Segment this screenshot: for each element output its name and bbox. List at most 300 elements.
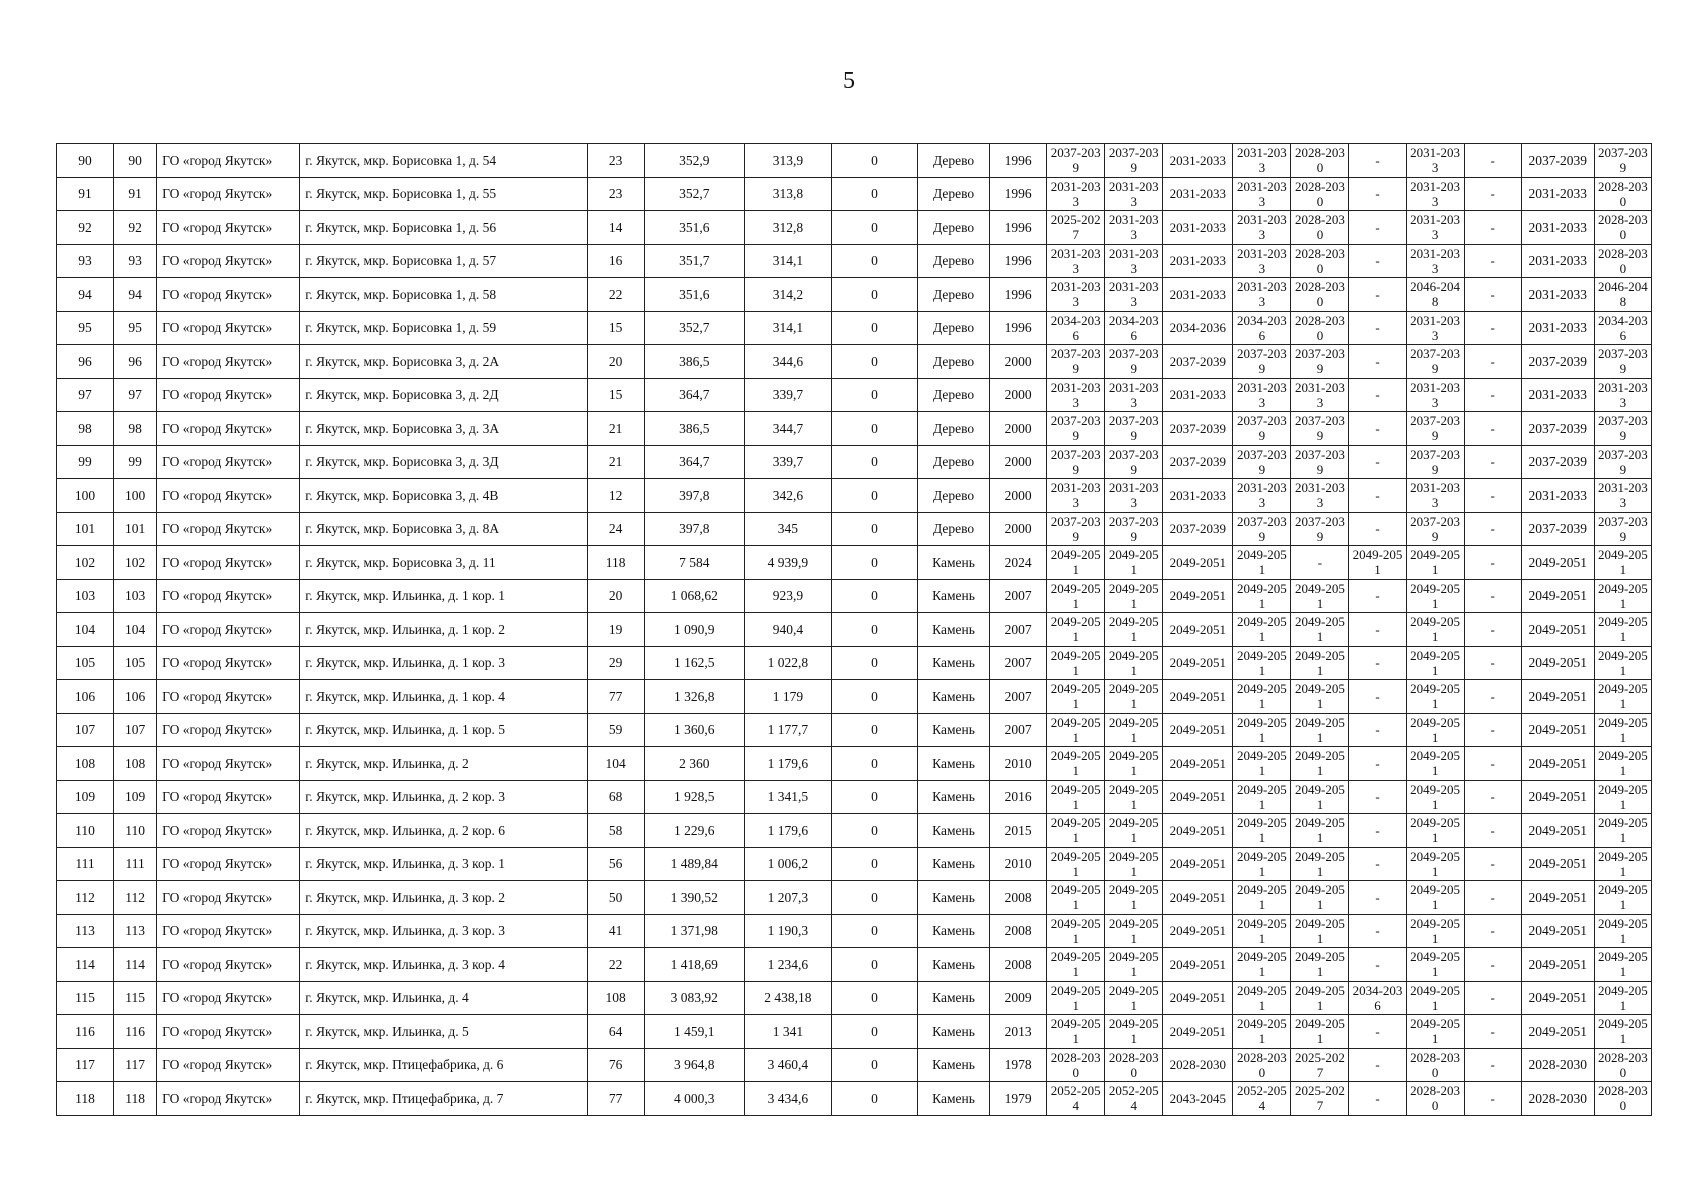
cell-period-8: - bbox=[1464, 211, 1521, 245]
cell-period-6: - bbox=[1349, 412, 1406, 446]
cell-apartments-count: 20 bbox=[587, 345, 644, 379]
cell-build-year: 2008 bbox=[990, 881, 1047, 915]
cell-period-4: 2037-2039 bbox=[1233, 345, 1291, 379]
cell-total-area: 1 229,6 bbox=[644, 814, 744, 848]
cell-period-10: 2049-2051 bbox=[1594, 847, 1651, 881]
cell-col-8: 0 bbox=[831, 546, 917, 580]
cell-col-8: 0 bbox=[831, 713, 917, 747]
cell-col-8: 0 bbox=[831, 646, 917, 680]
cell-period-8: - bbox=[1464, 847, 1521, 881]
cell-period-4: 2049-2051 bbox=[1233, 680, 1291, 714]
cell-period-6: - bbox=[1349, 1015, 1406, 1049]
cell-address: г. Якутск, мкр. Борисовка 3, д. 8А bbox=[300, 512, 587, 546]
cell-apartments-count: 16 bbox=[587, 244, 644, 278]
cell-total-area: 1 326,8 bbox=[644, 680, 744, 714]
cell-build-year: 2007 bbox=[990, 646, 1047, 680]
table-row bbox=[57, 546, 1652, 580]
cell-municipality: ГО «город Якутск» bbox=[157, 814, 300, 848]
cell-total-area: 352,9 bbox=[644, 144, 744, 178]
cell-period-9: 2028-2030 bbox=[1521, 1048, 1594, 1082]
cell-apartments-count: 21 bbox=[587, 445, 644, 479]
cell-build-year: 1996 bbox=[990, 311, 1047, 345]
cell-period-1: 2037-2039 bbox=[1047, 445, 1105, 479]
cell-period-7: 2049-2051 bbox=[1406, 948, 1464, 982]
cell-row-number: 106 bbox=[57, 680, 114, 714]
cell-municipality: ГО «город Якутск» bbox=[157, 412, 300, 446]
cell-period-10: 2028-2030 bbox=[1594, 1048, 1651, 1082]
cell-period-6: - bbox=[1349, 345, 1406, 379]
cell-municipality: ГО «город Якутск» bbox=[157, 1048, 300, 1082]
cell-period-10: 2031-2033 bbox=[1594, 479, 1651, 513]
cell-period-2: 2037-2039 bbox=[1105, 144, 1163, 178]
cell-period-6: - bbox=[1349, 914, 1406, 948]
cell-period-2: 2031-2033 bbox=[1105, 378, 1163, 412]
cell-period-1: 2031-2033 bbox=[1047, 378, 1105, 412]
cell-period-1: 2049-2051 bbox=[1047, 780, 1105, 814]
cell-period-7: 2049-2051 bbox=[1406, 579, 1464, 613]
cell-period-3: 2031-2033 bbox=[1163, 479, 1233, 513]
cell-period-1: 2031-2033 bbox=[1047, 244, 1105, 278]
cell-row-number: 108 bbox=[57, 747, 114, 781]
table-row bbox=[57, 1015, 1652, 1049]
cell-period-3: 2037-2039 bbox=[1163, 445, 1233, 479]
cell-living-area: 1 207,3 bbox=[744, 881, 831, 915]
cell-period-10: 2049-2051 bbox=[1594, 814, 1651, 848]
cell-period-1: 2049-2051 bbox=[1047, 881, 1105, 915]
cell-period-6: 2034-2036 bbox=[1349, 981, 1406, 1015]
cell-period-10: 2049-2051 bbox=[1594, 747, 1651, 781]
cell-period-5: 2037-2039 bbox=[1291, 445, 1349, 479]
cell-row-number: 107 bbox=[57, 713, 114, 747]
table-row bbox=[57, 713, 1652, 747]
cell-period-1: 2049-2051 bbox=[1047, 713, 1105, 747]
cell-municipality: ГО «город Якутск» bbox=[157, 211, 300, 245]
cell-period-4: 2031-2033 bbox=[1233, 211, 1291, 245]
cell-col-8: 0 bbox=[831, 847, 917, 881]
cell-period-2: 2049-2051 bbox=[1105, 847, 1163, 881]
cell-register-number: 95 bbox=[114, 311, 157, 345]
cell-address: г. Якутск, мкр. Борисовка 3, д. 3Д bbox=[300, 445, 587, 479]
table-row bbox=[57, 412, 1652, 446]
cell-row-number: 112 bbox=[57, 881, 114, 915]
cell-period-5: 2049-2051 bbox=[1291, 780, 1349, 814]
cell-wall-material: Дерево bbox=[918, 512, 990, 546]
cell-total-area: 1 090,9 bbox=[644, 613, 744, 647]
cell-apartments-count: 41 bbox=[587, 914, 644, 948]
cell-living-area: 1 006,2 bbox=[744, 847, 831, 881]
cell-period-5: 2049-2051 bbox=[1291, 613, 1349, 647]
cell-period-2: 2049-2051 bbox=[1105, 646, 1163, 680]
table-row bbox=[57, 981, 1652, 1015]
cell-period-5: 2049-2051 bbox=[1291, 981, 1349, 1015]
cell-living-area: 312,8 bbox=[744, 211, 831, 245]
cell-period-7: 2049-2051 bbox=[1406, 847, 1464, 881]
cell-living-area: 339,7 bbox=[744, 378, 831, 412]
cell-col-8: 0 bbox=[831, 378, 917, 412]
cell-apartments-count: 118 bbox=[587, 546, 644, 580]
cell-wall-material: Камень bbox=[918, 814, 990, 848]
cell-period-8: - bbox=[1464, 780, 1521, 814]
cell-period-10: 2046-2048 bbox=[1594, 278, 1651, 312]
cell-living-area: 923,9 bbox=[744, 579, 831, 613]
cell-period-5: 2049-2051 bbox=[1291, 847, 1349, 881]
cell-period-5: 2028-2030 bbox=[1291, 311, 1349, 345]
cell-municipality: ГО «город Якутск» bbox=[157, 512, 300, 546]
cell-wall-material: Камень bbox=[918, 1048, 990, 1082]
cell-build-year: 2010 bbox=[990, 747, 1047, 781]
cell-living-area: 4 939,9 bbox=[744, 546, 831, 580]
cell-period-7: 2031-2033 bbox=[1406, 144, 1464, 178]
cell-address: г. Якутск, мкр. Борисовка 3, д. 11 bbox=[300, 546, 587, 580]
cell-apartments-count: 77 bbox=[587, 680, 644, 714]
cell-period-4: 2031-2033 bbox=[1233, 378, 1291, 412]
cell-period-1: 2049-2051 bbox=[1047, 579, 1105, 613]
cell-municipality: ГО «город Якутск» bbox=[157, 646, 300, 680]
cell-period-2: 2049-2051 bbox=[1105, 747, 1163, 781]
cell-period-8: - bbox=[1464, 948, 1521, 982]
cell-address: г. Якутск, мкр. Борисовка 1, д. 55 bbox=[300, 177, 587, 211]
table-row bbox=[57, 244, 1652, 278]
table-row bbox=[57, 814, 1652, 848]
cell-col-8: 0 bbox=[831, 244, 917, 278]
cell-period-7: 2031-2033 bbox=[1406, 177, 1464, 211]
cell-wall-material: Дерево bbox=[918, 311, 990, 345]
cell-period-5: 2028-2030 bbox=[1291, 278, 1349, 312]
table-row bbox=[57, 177, 1652, 211]
cell-period-1: 2028-2030 bbox=[1047, 1048, 1105, 1082]
cell-municipality: ГО «город Якутск» bbox=[157, 244, 300, 278]
cell-register-number: 114 bbox=[114, 948, 157, 982]
cell-wall-material: Камень bbox=[918, 1015, 990, 1049]
cell-period-9: 2049-2051 bbox=[1521, 914, 1594, 948]
cell-period-9: 2049-2051 bbox=[1521, 713, 1594, 747]
cell-period-9: 2037-2039 bbox=[1521, 144, 1594, 178]
cell-register-number: 113 bbox=[114, 914, 157, 948]
cell-wall-material: Дерево bbox=[918, 378, 990, 412]
cell-build-year: 2008 bbox=[990, 948, 1047, 982]
cell-register-number: 90 bbox=[114, 144, 157, 178]
table-row bbox=[57, 445, 1652, 479]
table-row bbox=[57, 847, 1652, 881]
cell-total-area: 1 360,6 bbox=[644, 713, 744, 747]
cell-period-5: 2049-2051 bbox=[1291, 680, 1349, 714]
cell-wall-material: Камень bbox=[918, 680, 990, 714]
cell-period-3: 2049-2051 bbox=[1163, 546, 1233, 580]
cell-period-7: 2037-2039 bbox=[1406, 345, 1464, 379]
cell-period-9: 2049-2051 bbox=[1521, 981, 1594, 1015]
table-row bbox=[57, 646, 1652, 680]
cell-wall-material: Камень bbox=[918, 780, 990, 814]
cell-row-number: 95 bbox=[57, 311, 114, 345]
cell-address: г. Якутск, мкр. Ильинка, д. 2 кор. 6 bbox=[300, 814, 587, 848]
cell-register-number: 115 bbox=[114, 981, 157, 1015]
cell-apartments-count: 59 bbox=[587, 713, 644, 747]
cell-period-3: 2049-2051 bbox=[1163, 747, 1233, 781]
cell-build-year: 2000 bbox=[990, 378, 1047, 412]
cell-wall-material: Дерево bbox=[918, 479, 990, 513]
cell-living-area: 344,7 bbox=[744, 412, 831, 446]
cell-period-8: - bbox=[1464, 479, 1521, 513]
cell-period-8: - bbox=[1464, 713, 1521, 747]
cell-period-8: - bbox=[1464, 646, 1521, 680]
cell-col-8: 0 bbox=[831, 412, 917, 446]
cell-period-7: 2049-2051 bbox=[1406, 981, 1464, 1015]
cell-period-6: - bbox=[1349, 713, 1406, 747]
cell-period-1: 2049-2051 bbox=[1047, 747, 1105, 781]
cell-build-year: 2000 bbox=[990, 345, 1047, 379]
cell-period-5: 2049-2051 bbox=[1291, 814, 1349, 848]
cell-build-year: 1996 bbox=[990, 278, 1047, 312]
cell-period-5: 2031-2033 bbox=[1291, 378, 1349, 412]
cell-period-10: 2037-2039 bbox=[1594, 412, 1651, 446]
cell-build-year: 2015 bbox=[990, 814, 1047, 848]
cell-register-number: 103 bbox=[114, 579, 157, 613]
cell-living-area: 1 341,5 bbox=[744, 780, 831, 814]
cell-period-7: 2049-2051 bbox=[1406, 747, 1464, 781]
cell-period-10: 2028-2030 bbox=[1594, 211, 1651, 245]
cell-period-1: 2034-2036 bbox=[1047, 311, 1105, 345]
cell-wall-material: Камень bbox=[918, 713, 990, 747]
cell-period-7: 2028-2030 bbox=[1406, 1048, 1464, 1082]
cell-period-7: 2037-2039 bbox=[1406, 412, 1464, 446]
table-row bbox=[57, 613, 1652, 647]
cell-col-8: 0 bbox=[831, 1048, 917, 1082]
cell-period-4: 2031-2033 bbox=[1233, 479, 1291, 513]
cell-period-1: 2049-2051 bbox=[1047, 847, 1105, 881]
cell-build-year: 2000 bbox=[990, 479, 1047, 513]
cell-col-8: 0 bbox=[831, 278, 917, 312]
cell-period-8: - bbox=[1464, 914, 1521, 948]
cell-col-8: 0 bbox=[831, 144, 917, 178]
cell-apartments-count: 58 bbox=[587, 814, 644, 848]
cell-period-9: 2028-2030 bbox=[1521, 1082, 1594, 1116]
cell-address: г. Якутск, мкр. Ильинка, д. 1 кор. 1 bbox=[300, 579, 587, 613]
cell-period-9: 2049-2051 bbox=[1521, 747, 1594, 781]
cell-apartments-count: 22 bbox=[587, 278, 644, 312]
cell-wall-material: Дерево bbox=[918, 278, 990, 312]
cell-apartments-count: 19 bbox=[587, 613, 644, 647]
cell-period-5: 2025-2027 bbox=[1291, 1048, 1349, 1082]
cell-address: г. Якутск, мкр. Ильинка, д. 1 кор. 2 bbox=[300, 613, 587, 647]
cell-municipality: ГО «город Якутск» bbox=[157, 613, 300, 647]
cell-period-2: 2031-2033 bbox=[1105, 479, 1163, 513]
cell-period-3: 2049-2051 bbox=[1163, 1015, 1233, 1049]
cell-period-8: - bbox=[1464, 981, 1521, 1015]
cell-wall-material: Дерево bbox=[918, 412, 990, 446]
cell-period-7: 2049-2051 bbox=[1406, 680, 1464, 714]
cell-living-area: 1 234,6 bbox=[744, 948, 831, 982]
cell-register-number: 109 bbox=[114, 780, 157, 814]
cell-period-8: - bbox=[1464, 244, 1521, 278]
cell-period-8: - bbox=[1464, 747, 1521, 781]
cell-apartments-count: 23 bbox=[587, 144, 644, 178]
cell-period-2: 2037-2039 bbox=[1105, 445, 1163, 479]
cell-col-8: 0 bbox=[831, 981, 917, 1015]
cell-col-8: 0 bbox=[831, 680, 917, 714]
cell-row-number: 103 bbox=[57, 579, 114, 613]
cell-period-6: - bbox=[1349, 814, 1406, 848]
cell-apartments-count: 20 bbox=[587, 579, 644, 613]
cell-period-3: 2028-2030 bbox=[1163, 1048, 1233, 1082]
cell-period-6: - bbox=[1349, 847, 1406, 881]
cell-address: г. Якутск, мкр. Борисовка 3, д. 4В bbox=[300, 479, 587, 513]
cell-period-2: 2049-2051 bbox=[1105, 613, 1163, 647]
cell-build-year: 1996 bbox=[990, 144, 1047, 178]
cell-address: г. Якутск, мкр. Ильинка, д. 1 кор. 3 bbox=[300, 646, 587, 680]
cell-municipality: ГО «город Якутск» bbox=[157, 345, 300, 379]
cell-period-9: 2049-2051 bbox=[1521, 780, 1594, 814]
cell-period-9: 2031-2033 bbox=[1521, 278, 1594, 312]
cell-period-6: - bbox=[1349, 244, 1406, 278]
cell-period-4: 2049-2051 bbox=[1233, 981, 1291, 1015]
cell-period-2: 2037-2039 bbox=[1105, 412, 1163, 446]
cell-municipality: ГО «город Якутск» bbox=[157, 311, 300, 345]
cell-register-number: 106 bbox=[114, 680, 157, 714]
cell-period-7: 2049-2051 bbox=[1406, 613, 1464, 647]
cell-period-6: - bbox=[1349, 780, 1406, 814]
cell-total-area: 1 371,98 bbox=[644, 914, 744, 948]
cell-period-4: 2037-2039 bbox=[1233, 445, 1291, 479]
cell-col-8: 0 bbox=[831, 579, 917, 613]
table-row bbox=[57, 512, 1652, 546]
cell-period-2: 2049-2051 bbox=[1105, 1015, 1163, 1049]
cell-living-area: 339,7 bbox=[744, 445, 831, 479]
cell-apartments-count: 68 bbox=[587, 780, 644, 814]
cell-municipality: ГО «город Якутск» bbox=[157, 445, 300, 479]
cell-wall-material: Дерево bbox=[918, 345, 990, 379]
cell-row-number: 111 bbox=[57, 847, 114, 881]
cell-address: г. Якутск, мкр. Ильинка, д. 1 кор. 4 bbox=[300, 680, 587, 714]
cell-build-year: 2024 bbox=[990, 546, 1047, 580]
cell-period-10: 2028-2030 bbox=[1594, 1082, 1651, 1116]
cell-period-1: 2037-2039 bbox=[1047, 412, 1105, 446]
cell-address: г. Якутск, мкр. Ильинка, д. 3 кор. 3 bbox=[300, 914, 587, 948]
cell-period-7: 2049-2051 bbox=[1406, 546, 1464, 580]
cell-period-7: 2031-2033 bbox=[1406, 244, 1464, 278]
cell-period-5: 2028-2030 bbox=[1291, 211, 1349, 245]
cell-period-7: 2049-2051 bbox=[1406, 814, 1464, 848]
cell-period-3: 2049-2051 bbox=[1163, 948, 1233, 982]
cell-living-area: 345 bbox=[744, 512, 831, 546]
cell-period-7: 2049-2051 bbox=[1406, 1015, 1464, 1049]
cell-register-number: 107 bbox=[114, 713, 157, 747]
cell-period-7: 2046-2048 bbox=[1406, 278, 1464, 312]
cell-period-1: 2049-2051 bbox=[1047, 948, 1105, 982]
cell-period-9: 2049-2051 bbox=[1521, 613, 1594, 647]
cell-wall-material: Камень bbox=[918, 546, 990, 580]
cell-apartments-count: 24 bbox=[587, 512, 644, 546]
cell-apartments-count: 104 bbox=[587, 747, 644, 781]
table-row bbox=[57, 345, 1652, 379]
cell-register-number: 96 bbox=[114, 345, 157, 379]
cell-apartments-count: 64 bbox=[587, 1015, 644, 1049]
cell-apartments-count: 29 bbox=[587, 646, 644, 680]
cell-wall-material: Дерево bbox=[918, 211, 990, 245]
cell-living-area: 313,8 bbox=[744, 177, 831, 211]
cell-municipality: ГО «город Якутск» bbox=[157, 546, 300, 580]
cell-build-year: 2009 bbox=[990, 981, 1047, 1015]
cell-apartments-count: 76 bbox=[587, 1048, 644, 1082]
cell-register-number: 118 bbox=[114, 1082, 157, 1116]
cell-period-5: 2049-2051 bbox=[1291, 579, 1349, 613]
cell-period-10: 2034-2036 bbox=[1594, 311, 1651, 345]
cell-build-year: 1996 bbox=[990, 177, 1047, 211]
cell-period-7: 2028-2030 bbox=[1406, 1082, 1464, 1116]
cell-register-number: 108 bbox=[114, 747, 157, 781]
cell-period-8: - bbox=[1464, 814, 1521, 848]
cell-total-area: 364,7 bbox=[644, 445, 744, 479]
cell-wall-material: Камень bbox=[918, 914, 990, 948]
cell-period-2: 2049-2051 bbox=[1105, 881, 1163, 915]
cell-register-number: 101 bbox=[114, 512, 157, 546]
cell-register-number: 100 bbox=[114, 479, 157, 513]
cell-period-9: 2049-2051 bbox=[1521, 680, 1594, 714]
cell-period-10: 2037-2039 bbox=[1594, 144, 1651, 178]
cell-apartments-count: 108 bbox=[587, 981, 644, 1015]
cell-address: г. Якутск, мкр. Борисовка 3, д. 3А bbox=[300, 412, 587, 446]
cell-period-1: 2049-2051 bbox=[1047, 546, 1105, 580]
cell-period-9: 2037-2039 bbox=[1521, 512, 1594, 546]
cell-period-9: 2031-2033 bbox=[1521, 177, 1594, 211]
cell-period-3: 2049-2051 bbox=[1163, 814, 1233, 848]
cell-period-8: - bbox=[1464, 546, 1521, 580]
cell-register-number: 110 bbox=[114, 814, 157, 848]
cell-wall-material: Дерево bbox=[918, 144, 990, 178]
cell-period-2: 2031-2033 bbox=[1105, 177, 1163, 211]
cell-living-area: 3 460,4 bbox=[744, 1048, 831, 1082]
cell-period-4: 2028-2030 bbox=[1233, 1048, 1291, 1082]
cell-apartments-count: 77 bbox=[587, 1082, 644, 1116]
cell-wall-material: Камень bbox=[918, 1082, 990, 1116]
cell-build-year: 2013 bbox=[990, 1015, 1047, 1049]
cell-period-4: 2049-2051 bbox=[1233, 847, 1291, 881]
cell-register-number: 116 bbox=[114, 1015, 157, 1049]
cell-period-3: 2049-2051 bbox=[1163, 847, 1233, 881]
cell-municipality: ГО «город Якутск» bbox=[157, 914, 300, 948]
cell-period-4: 2034-2036 bbox=[1233, 311, 1291, 345]
cell-row-number: 98 bbox=[57, 412, 114, 446]
cell-period-3: 2049-2051 bbox=[1163, 613, 1233, 647]
cell-period-3: 2049-2051 bbox=[1163, 646, 1233, 680]
cell-row-number: 113 bbox=[57, 914, 114, 948]
cell-period-2: 2031-2033 bbox=[1105, 244, 1163, 278]
cell-period-4: 2049-2051 bbox=[1233, 814, 1291, 848]
cell-apartments-count: 50 bbox=[587, 881, 644, 915]
cell-period-4: 2049-2051 bbox=[1233, 646, 1291, 680]
cell-period-9: 2031-2033 bbox=[1521, 311, 1594, 345]
cell-period-7: 2037-2039 bbox=[1406, 445, 1464, 479]
cell-build-year: 2000 bbox=[990, 412, 1047, 446]
cell-period-8: - bbox=[1464, 613, 1521, 647]
cell-register-number: 111 bbox=[114, 847, 157, 881]
table-row bbox=[57, 278, 1652, 312]
cell-wall-material: Камень bbox=[918, 613, 990, 647]
cell-period-4: 2049-2051 bbox=[1233, 780, 1291, 814]
cell-period-9: 2049-2051 bbox=[1521, 579, 1594, 613]
cell-period-3: 2049-2051 bbox=[1163, 780, 1233, 814]
cell-period-4: 2049-2051 bbox=[1233, 881, 1291, 915]
cell-period-6: - bbox=[1349, 1048, 1406, 1082]
cell-apartments-count: 14 bbox=[587, 211, 644, 245]
cell-register-number: 112 bbox=[114, 881, 157, 915]
cell-register-number: 94 bbox=[114, 278, 157, 312]
cell-period-8: - bbox=[1464, 177, 1521, 211]
cell-address: г. Якутск, мкр. Борисовка 1, д. 54 bbox=[300, 144, 587, 178]
cell-period-2: 2034-2036 bbox=[1105, 311, 1163, 345]
cell-living-area: 1 190,3 bbox=[744, 914, 831, 948]
cell-build-year: 1978 bbox=[990, 1048, 1047, 1082]
cell-period-1: 2052-2054 bbox=[1047, 1082, 1105, 1116]
